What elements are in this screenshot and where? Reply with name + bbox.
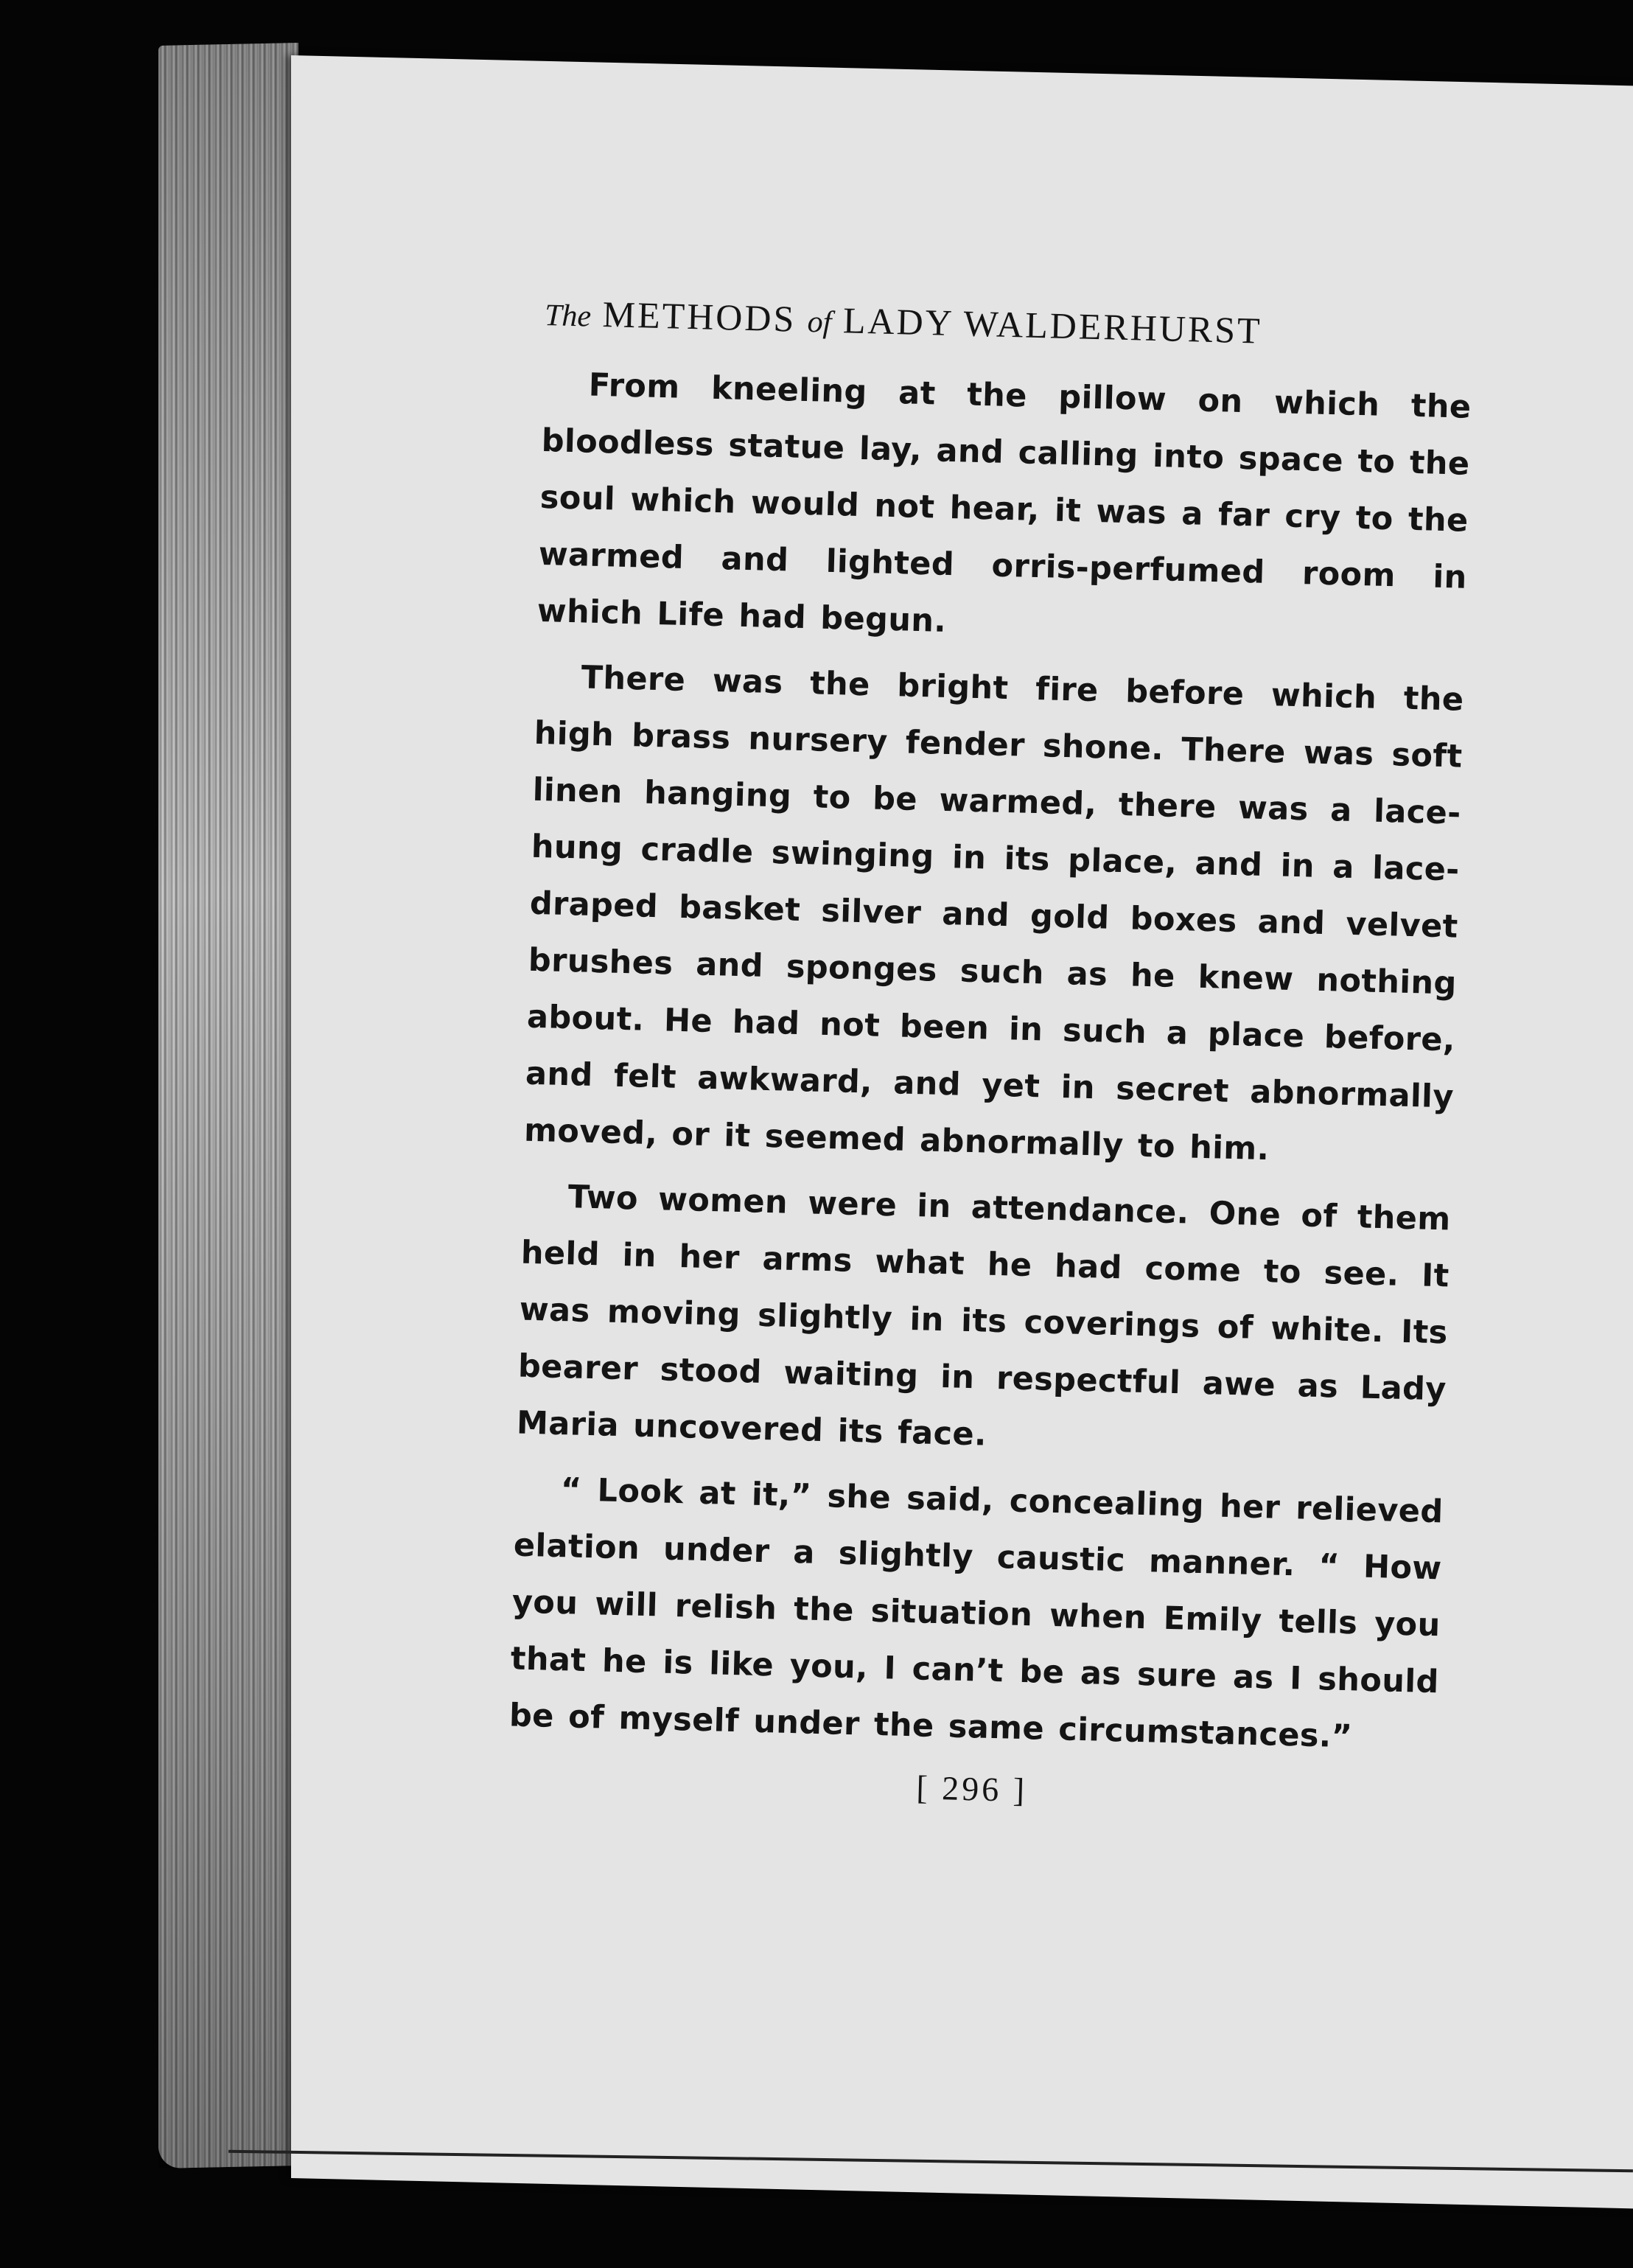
paragraph-2: There was the bright fire before which the high brass nursery fender shone. There was soft linen hanging to be warmed, there was a lace-hung cradle swinging in its place, and in a lace-draped basket silver and gold boxes and velvet brushes and sponges such as he knew nothing about. He had not been in such a place before, and felt awkward, and yet in secret abnormally moved, or it seemed abnormally to him. xyxy=(523,659,1464,1168)
running-head-part1: METHODS xyxy=(602,293,797,340)
running-head-prefix: The xyxy=(544,298,592,334)
page-text-block xyxy=(507,291,1473,1820)
paragraph-4: “ Look at it,” she said, concealing her relieved elation under a slightly caustic manner. “ How you will relish the situation when Emily tells you that he is like you, I can’t be as sure as I should be of myself under the same circumstances.” xyxy=(508,1471,1444,1756)
paragraph-3: Two women were in attendance. One of them held in her arms what he had come to see. It was moving slightly in its coverings of white. Its bearer stood waiting in respectful awe as Lady Maria uncovered its face. xyxy=(516,1179,1452,1454)
running-head-part2: LADY WALDERHURST xyxy=(842,299,1263,352)
running-head-connector: of xyxy=(807,305,832,340)
page-edge-stack xyxy=(158,43,298,2168)
paragraph-1: From kneeling at the pillow on which the bloodless statue lay, and calling into space to the soul which would not hear, it was a far cry to the warmed and lighted orris-perfumed room in which Life had begun. xyxy=(536,366,1472,640)
page-number: [ 296 ] xyxy=(915,1768,1028,1810)
